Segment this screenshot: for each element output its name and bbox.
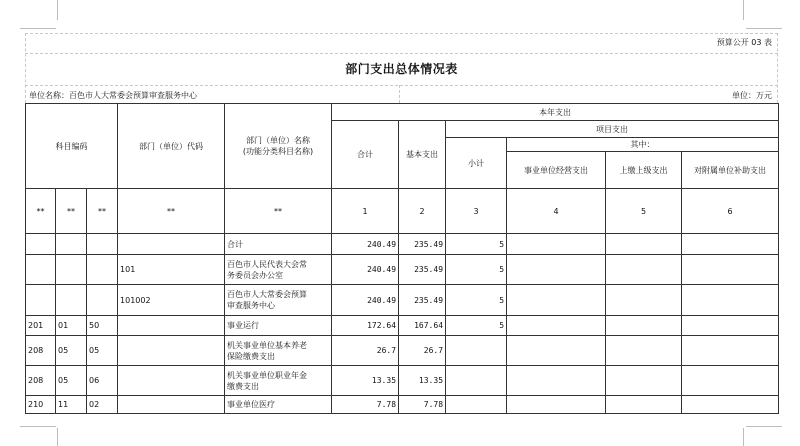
header-annual-expense: 本年支出 [332,104,779,121]
business-op-cell [507,285,606,316]
business-op-cell [507,366,606,396]
subsidy-cell [682,285,779,316]
subject-item-cell [87,255,118,285]
dept-code-cell: 101 [118,255,225,285]
unit-name-label: 单位名称： [29,91,69,100]
basic-expense-cell: 235.49 [399,234,446,255]
dept-name-line1: 合计 [227,239,244,249]
total-cell: 240.49 [332,285,399,316]
index-cell: ** [26,189,56,234]
table-row [26,234,779,255]
basic-expense-cell: 13.35 [399,366,446,396]
dept-name-line1: 事业运行 [227,321,260,330]
subject-item-cell: 06 [87,366,118,396]
total-cell: 240.49 [332,234,399,255]
total-cell: 172.64 [332,316,399,336]
subtotal-cell [446,366,507,396]
index-cell: 4 [507,189,606,234]
crop-mark [57,428,58,446]
table-row [26,366,779,396]
payment-higher-cell [606,336,682,366]
table-row [26,255,779,285]
business-op-cell [507,255,606,285]
dept-name-cell [225,366,332,396]
header-of-which: 其中： [507,138,778,152]
dept-name-line1: 机关事业单位基本养老 [227,340,308,350]
currency-unit: 单位：万元 [732,91,772,100]
subject-section-cell: 05 [56,366,87,396]
header-payment-to-higher: 上缴上级支出 [606,152,682,188]
dept-code-cell [118,234,225,255]
payment-higher-cell [606,396,682,414]
table-row [26,316,779,336]
payment-higher-cell [606,285,682,316]
index-cell: 3 [446,189,507,234]
divider [25,85,778,86]
header-subject-code: 科目编码 [26,104,118,189]
form-code: 预算公开 03 表 [716,38,772,47]
dept-code-cell [118,396,225,414]
report-page [25,33,778,420]
page-title: 部门支出总体情况表 [345,62,458,76]
subject-item-cell: 50 [87,316,118,336]
subject-section-cell: 01 [56,316,87,336]
dept-name-cell [225,234,332,255]
dept-code-cell: 101002 [118,285,225,316]
header-business-op-expense: 事业单位经营支出 [507,152,606,188]
dept-name-line1: 机关事业单位职业年金 [227,370,308,380]
subtotal-cell [446,336,507,366]
subsidy-cell [682,255,779,285]
index-cell: 1 [332,189,399,234]
crop-mark [746,426,782,427]
subtotal-cell: 5 [446,285,507,316]
header-dept-name [225,104,332,189]
subtotal-cell: 5 [446,316,507,336]
subject-section-cell [56,234,87,255]
header-project-expense: 项目支出 [446,121,779,138]
basic-expense-cell: 235.49 [399,255,446,285]
basic-expense-cell: 7.78 [399,396,446,414]
unit-name-value: 百色市人大常委会预算审查服务中心 [69,91,197,100]
subject-section-cell: 05 [56,336,87,366]
index-cell: ** [118,189,225,234]
subsidy-cell [682,336,779,366]
basic-expense-cell: 26.7 [399,336,446,366]
unit-name [29,90,197,101]
header-basic-expense: 基本支出 [399,121,446,189]
expense-table [25,103,779,414]
dept-code-cell [118,336,225,366]
dept-name-cell [225,285,332,316]
subject-class-cell: 208 [26,366,56,396]
index-cell: 5 [606,189,682,234]
divider [399,85,400,103]
dept-name-line2: 缴费支出 [227,381,260,391]
subject-class-cell: 208 [26,336,56,366]
basic-expense-cell: 167.64 [399,316,446,336]
crop-mark [20,426,56,427]
subject-section-cell [56,285,87,316]
business-op-cell [507,316,606,336]
payment-higher-cell [606,255,682,285]
payment-higher-cell [606,234,682,255]
header-of-which-group [507,138,779,189]
subject-section-cell [56,255,87,285]
subject-class-cell: 201 [26,316,56,336]
index-cell: ** [225,189,332,234]
dept-name-line2: 务委员会办公室 [227,270,284,280]
index-cell: ** [56,189,87,234]
dept-name-line1: 事业单位医疗 [227,400,276,409]
subtotal-cell: 5 [446,255,507,285]
subsidy-cell [682,396,779,414]
subtotal-cell [446,396,507,414]
subject-item-cell: 02 [87,396,118,414]
table-row [26,336,779,366]
index-cell: 2 [399,189,446,234]
subject-class-cell [26,255,56,285]
dept-name-line1: 百色市人大常委会预算 [227,290,308,299]
index-cell: 6 [682,189,779,234]
dept-code-cell [118,316,225,336]
dept-name-cell [225,396,332,414]
dept-name-cell [225,255,332,285]
total-cell: 240.49 [332,255,399,285]
subject-item-cell [87,285,118,316]
dept-name-cell [225,316,332,336]
crop-mark [57,0,58,20]
header-subsidy-to-affiliates: 对附属单位补助支出 [694,165,767,175]
subject-item-cell [87,234,118,255]
header-total: 合计 [332,121,399,189]
subtotal-cell: 5 [446,234,507,255]
table-row [26,285,779,316]
business-op-cell [507,234,606,255]
dept-name-cell [225,336,332,366]
dept-name-line2: 保险缴费支出 [227,351,276,361]
subject-item-cell: 05 [87,336,118,366]
dept-name-line1: 百色市人民代表大会常 [227,259,308,269]
dept-code-cell [118,366,225,396]
dept-name-line2: 审查服务中心 [227,301,276,310]
subsidy-cell [682,316,779,336]
subject-class-cell: 210 [26,396,56,414]
basic-expense-cell: 235.49 [399,285,446,316]
subject-class-cell [26,234,56,255]
divider [25,53,778,54]
crop-mark [743,428,744,446]
business-op-cell [507,396,606,414]
table-row [26,396,779,414]
header-subtotal: 小计 [446,138,507,189]
payment-higher-cell [606,316,682,336]
subject-section-cell: 11 [56,396,87,414]
crop-mark [20,28,56,29]
total-cell: 7.78 [332,396,399,414]
business-op-cell [507,336,606,366]
header-dept-name-line2: (功能分类科目名称) [242,147,314,156]
crop-mark [743,0,744,20]
subsidy-cell [682,234,779,255]
divider [25,33,778,34]
header-dept-code: 部门（单位）代码 [118,104,225,189]
payment-higher-cell [606,366,682,396]
header-dept-name-line1: 部门（单位）名称 [246,136,311,145]
subsidy-cell [682,366,779,396]
total-cell: 26.7 [332,336,399,366]
index-cell: ** [87,189,118,234]
subject-class-cell [26,285,56,316]
index-row [26,189,779,234]
total-cell: 13.35 [332,366,399,396]
crop-mark [746,28,782,29]
